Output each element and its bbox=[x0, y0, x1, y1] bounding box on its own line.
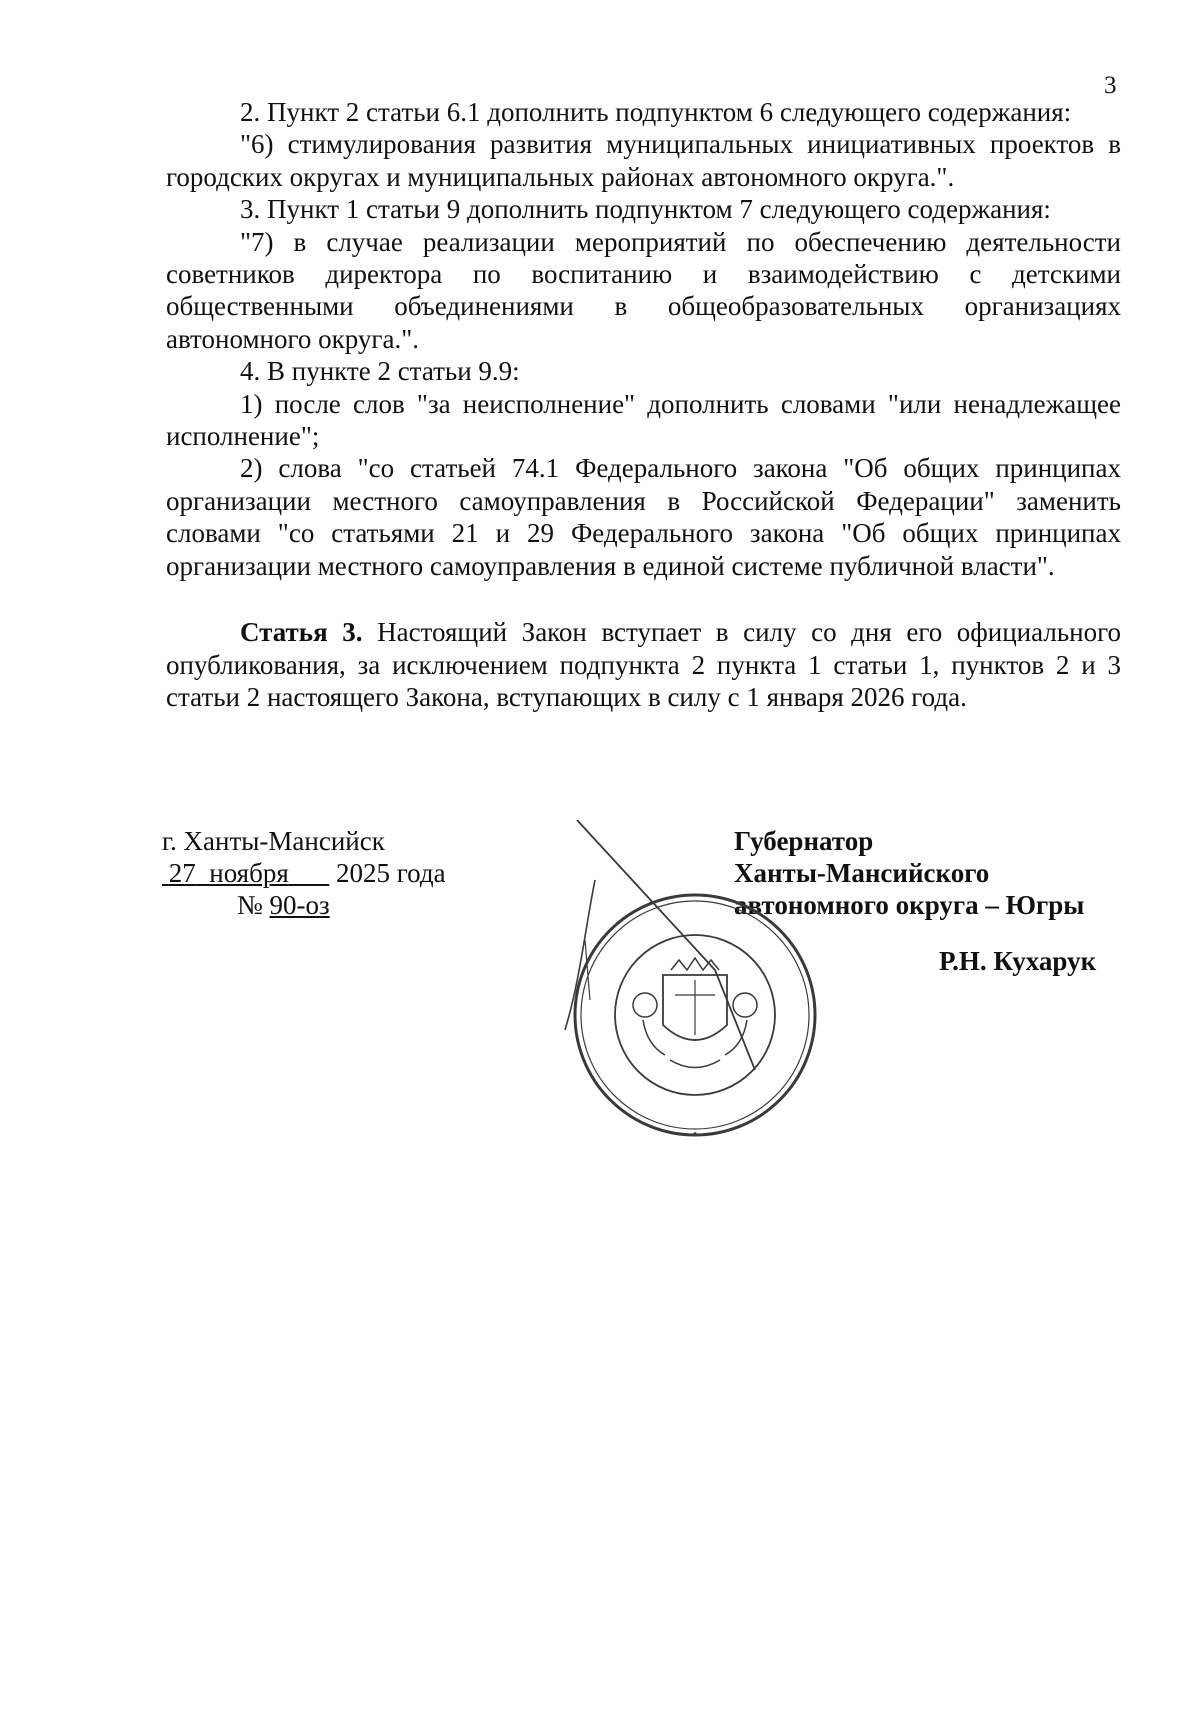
number-sign: № bbox=[237, 890, 263, 920]
paragraph-amendment-4-1: 1) после слов "за неисполнение" дополнить словами "или ненадлежащее исполнение"; bbox=[166, 388, 1121, 452]
paragraph-amendment-4-2: 2) слова "со статьей 74.1 Федерального закона "Об общих принципах организации местного самоуправления в Российской Федерации" заменить словами "со статьями 21 и 29 Федерального закона "Об общих принципах организации местного самоуправления в единой системе публичной власти". bbox=[166, 453, 1121, 581]
page-number: 3 bbox=[1104, 72, 1117, 99]
place-date-block bbox=[162, 825, 446, 921]
signing-date bbox=[162, 857, 446, 889]
date-day: 27 ноября bbox=[168, 858, 289, 888]
paragraph-subpoint-6: "6) стимулирования развития муниципальных инициативных проектов в городских округах и муниципальных районах автономного округа.". bbox=[166, 129, 1121, 192]
paragraph-amendment-4: 4. В пункте 2 статьи 9.9: bbox=[240, 356, 520, 387]
article-3-heading: Статья 3. bbox=[240, 617, 363, 648]
city: г. Ханты-Мансийск bbox=[162, 826, 385, 856]
date-year: 2025 года bbox=[336, 858, 446, 888]
governor-title-line-3: автономного округа – Югры bbox=[734, 890, 1085, 920]
law-number bbox=[162, 889, 446, 921]
paragraph-amendment-3: 3. Пункт 1 статьи 9 дополнить подпунктом 7 следующего содержания: bbox=[240, 194, 1051, 225]
article-3-text: Настоящий Закон вступает в силу со дня его официального опубликования, за исключением подпункта 2 пункта 1 статьи 1, пунктов 2 и 3 статьи 2 настоящего Закона, вступающих в силу с 1 января 2026 года. bbox=[166, 617, 1121, 712]
number-value: 90-оз bbox=[269, 890, 330, 920]
governor-title-line-2: Ханты-Мансийского bbox=[734, 858, 990, 888]
article-3 bbox=[166, 616, 1121, 713]
governor-title-line-1: Губернатор bbox=[734, 826, 874, 856]
paragraph-amendment-2: 2. Пункт 2 статьи 6.1 дополнить подпунктом 6 следующего содержания: bbox=[240, 97, 1072, 127]
official-seal-with-signature bbox=[555, 820, 835, 1160]
governor-name: Р.Н. Кухарук bbox=[939, 946, 1097, 976]
paragraph-subpoint-7: "7) в случае реализации мероприятий по обеспечению деятельности советников директора по воспитанию и взаимодействию с детскими общественными объединениями в общеобразовательных организациях автономного округа.". bbox=[166, 226, 1121, 354]
document-body bbox=[166, 96, 1121, 713]
